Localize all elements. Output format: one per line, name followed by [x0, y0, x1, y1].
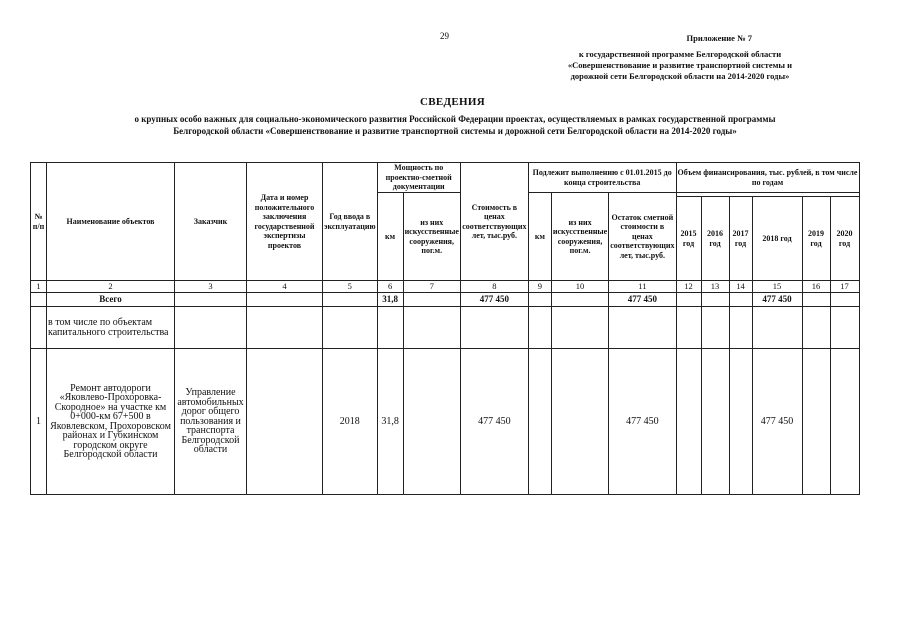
header-year: Год ввода в эксплуатацию [323, 163, 378, 281]
header-expertise: Дата и номер положительного заключения государственной экспертизы проектов [247, 163, 323, 281]
column-number: 12 [676, 281, 701, 293]
column-number: 1 [31, 281, 47, 293]
column-number: 13 [701, 281, 729, 293]
appendix-title: Приложение № 7 [686, 33, 752, 43]
subheading-label: в том числе по объектам капитального строительства [47, 307, 175, 349]
appendix-block [530, 33, 830, 82]
total-km: 31,8 [377, 293, 403, 307]
subtitle-line-1: о крупных особо важных для социально-экономического развития Российской Федерации проектах, осуществляемых в рамках государственной программы [134, 114, 776, 124]
column-number: 10 [551, 281, 608, 293]
row-cost: 477 450 [460, 349, 528, 495]
header-num: № п/п [31, 163, 47, 281]
header-customer: Заказчик [175, 163, 247, 281]
header-cost: Стоимость в ценах соответствующих лет, тыс.руб. [460, 163, 528, 281]
column-number: 3 [175, 281, 247, 293]
column-number: 16 [802, 281, 830, 293]
appendix-line-3: дорожной сети Белгородской области на 2014-2020 годы» [570, 71, 790, 81]
header-km-2: км [528, 193, 551, 281]
header-finance-group: Объем финансирования, тыс. рублей, в том числе по годам [676, 163, 859, 193]
total-2018: 477 450 [752, 293, 802, 307]
document-subtitle [40, 113, 870, 137]
column-number: 2 [47, 281, 175, 293]
column-number: 6 [377, 281, 403, 293]
column-numbers-row [31, 281, 860, 293]
total-label: Всего [47, 293, 175, 307]
header-capacity-group: Мощность по проектно-сметной документации [377, 163, 460, 193]
column-number: 5 [323, 281, 378, 293]
header-year-2019: 2019 год [802, 197, 830, 281]
column-number: 17 [830, 281, 859, 293]
row-km: 31,8 [377, 349, 403, 495]
total-cost: 477 450 [460, 293, 528, 307]
customer-name: Управление автомобильных дорог общего пользования и транспорта Белгородской области [175, 349, 247, 495]
appendix-line-2: «Совершенствование и развитие транспортной системы и [567, 60, 793, 70]
row-num: 1 [31, 349, 47, 495]
header-remaining-group: Подлежит выполнению с 01.01.2015 до конца строительства [528, 163, 676, 193]
header-artificial: из них искусственные сооружения, пог.м. [403, 193, 460, 281]
page-number: 29 [440, 31, 449, 41]
column-number: 9 [528, 281, 551, 293]
header-year-2020: 2020 год [830, 197, 859, 281]
row-2018: 477 450 [752, 349, 802, 495]
column-number: 8 [460, 281, 528, 293]
column-number: 14 [729, 281, 752, 293]
header-artificial-2: из них искусственные сооружения, пог.м. [551, 193, 608, 281]
header-km: км [377, 193, 403, 281]
total-remaining: 477 450 [609, 293, 676, 307]
document-title: СВЕДЕНИЯ [420, 96, 485, 108]
column-number: 4 [247, 281, 323, 293]
column-number: 15 [752, 281, 802, 293]
column-number: 7 [403, 281, 460, 293]
commission-year: 2018 [323, 349, 378, 495]
header-year-2017: 2017 год [729, 197, 752, 281]
object-name: Ремонт автодороги «Яковлево-Прохоровка-Скородное» на участке км 0+000-км 67+500 в Яковлевском, Прохоровском районах и Губкинском городском округе Белгородской области [47, 349, 175, 495]
column-number: 11 [609, 281, 676, 293]
header-year-2018: 2018 год [752, 197, 802, 281]
table-row [31, 349, 860, 495]
projects-table [30, 162, 860, 495]
header-remaining-cost: Остаток сметной стоимости в ценах соответствующих лет, тыс.руб. [609, 193, 676, 281]
header-year-2016: 2016 год [701, 197, 729, 281]
header-name: Наименование объектов [47, 163, 175, 281]
appendix-line-1: к государственной программе Белгородской области [578, 49, 782, 59]
subheading-row [31, 307, 860, 349]
header-year-2015: 2015 год [676, 197, 701, 281]
subtitle-line-2: Белгородской области «Совершенствование и развитие транспортной системы и дорожной сети Белгородской области на 2014-2020 годы» [173, 126, 737, 136]
total-row [31, 293, 860, 307]
row-remaining: 477 450 [609, 349, 676, 495]
